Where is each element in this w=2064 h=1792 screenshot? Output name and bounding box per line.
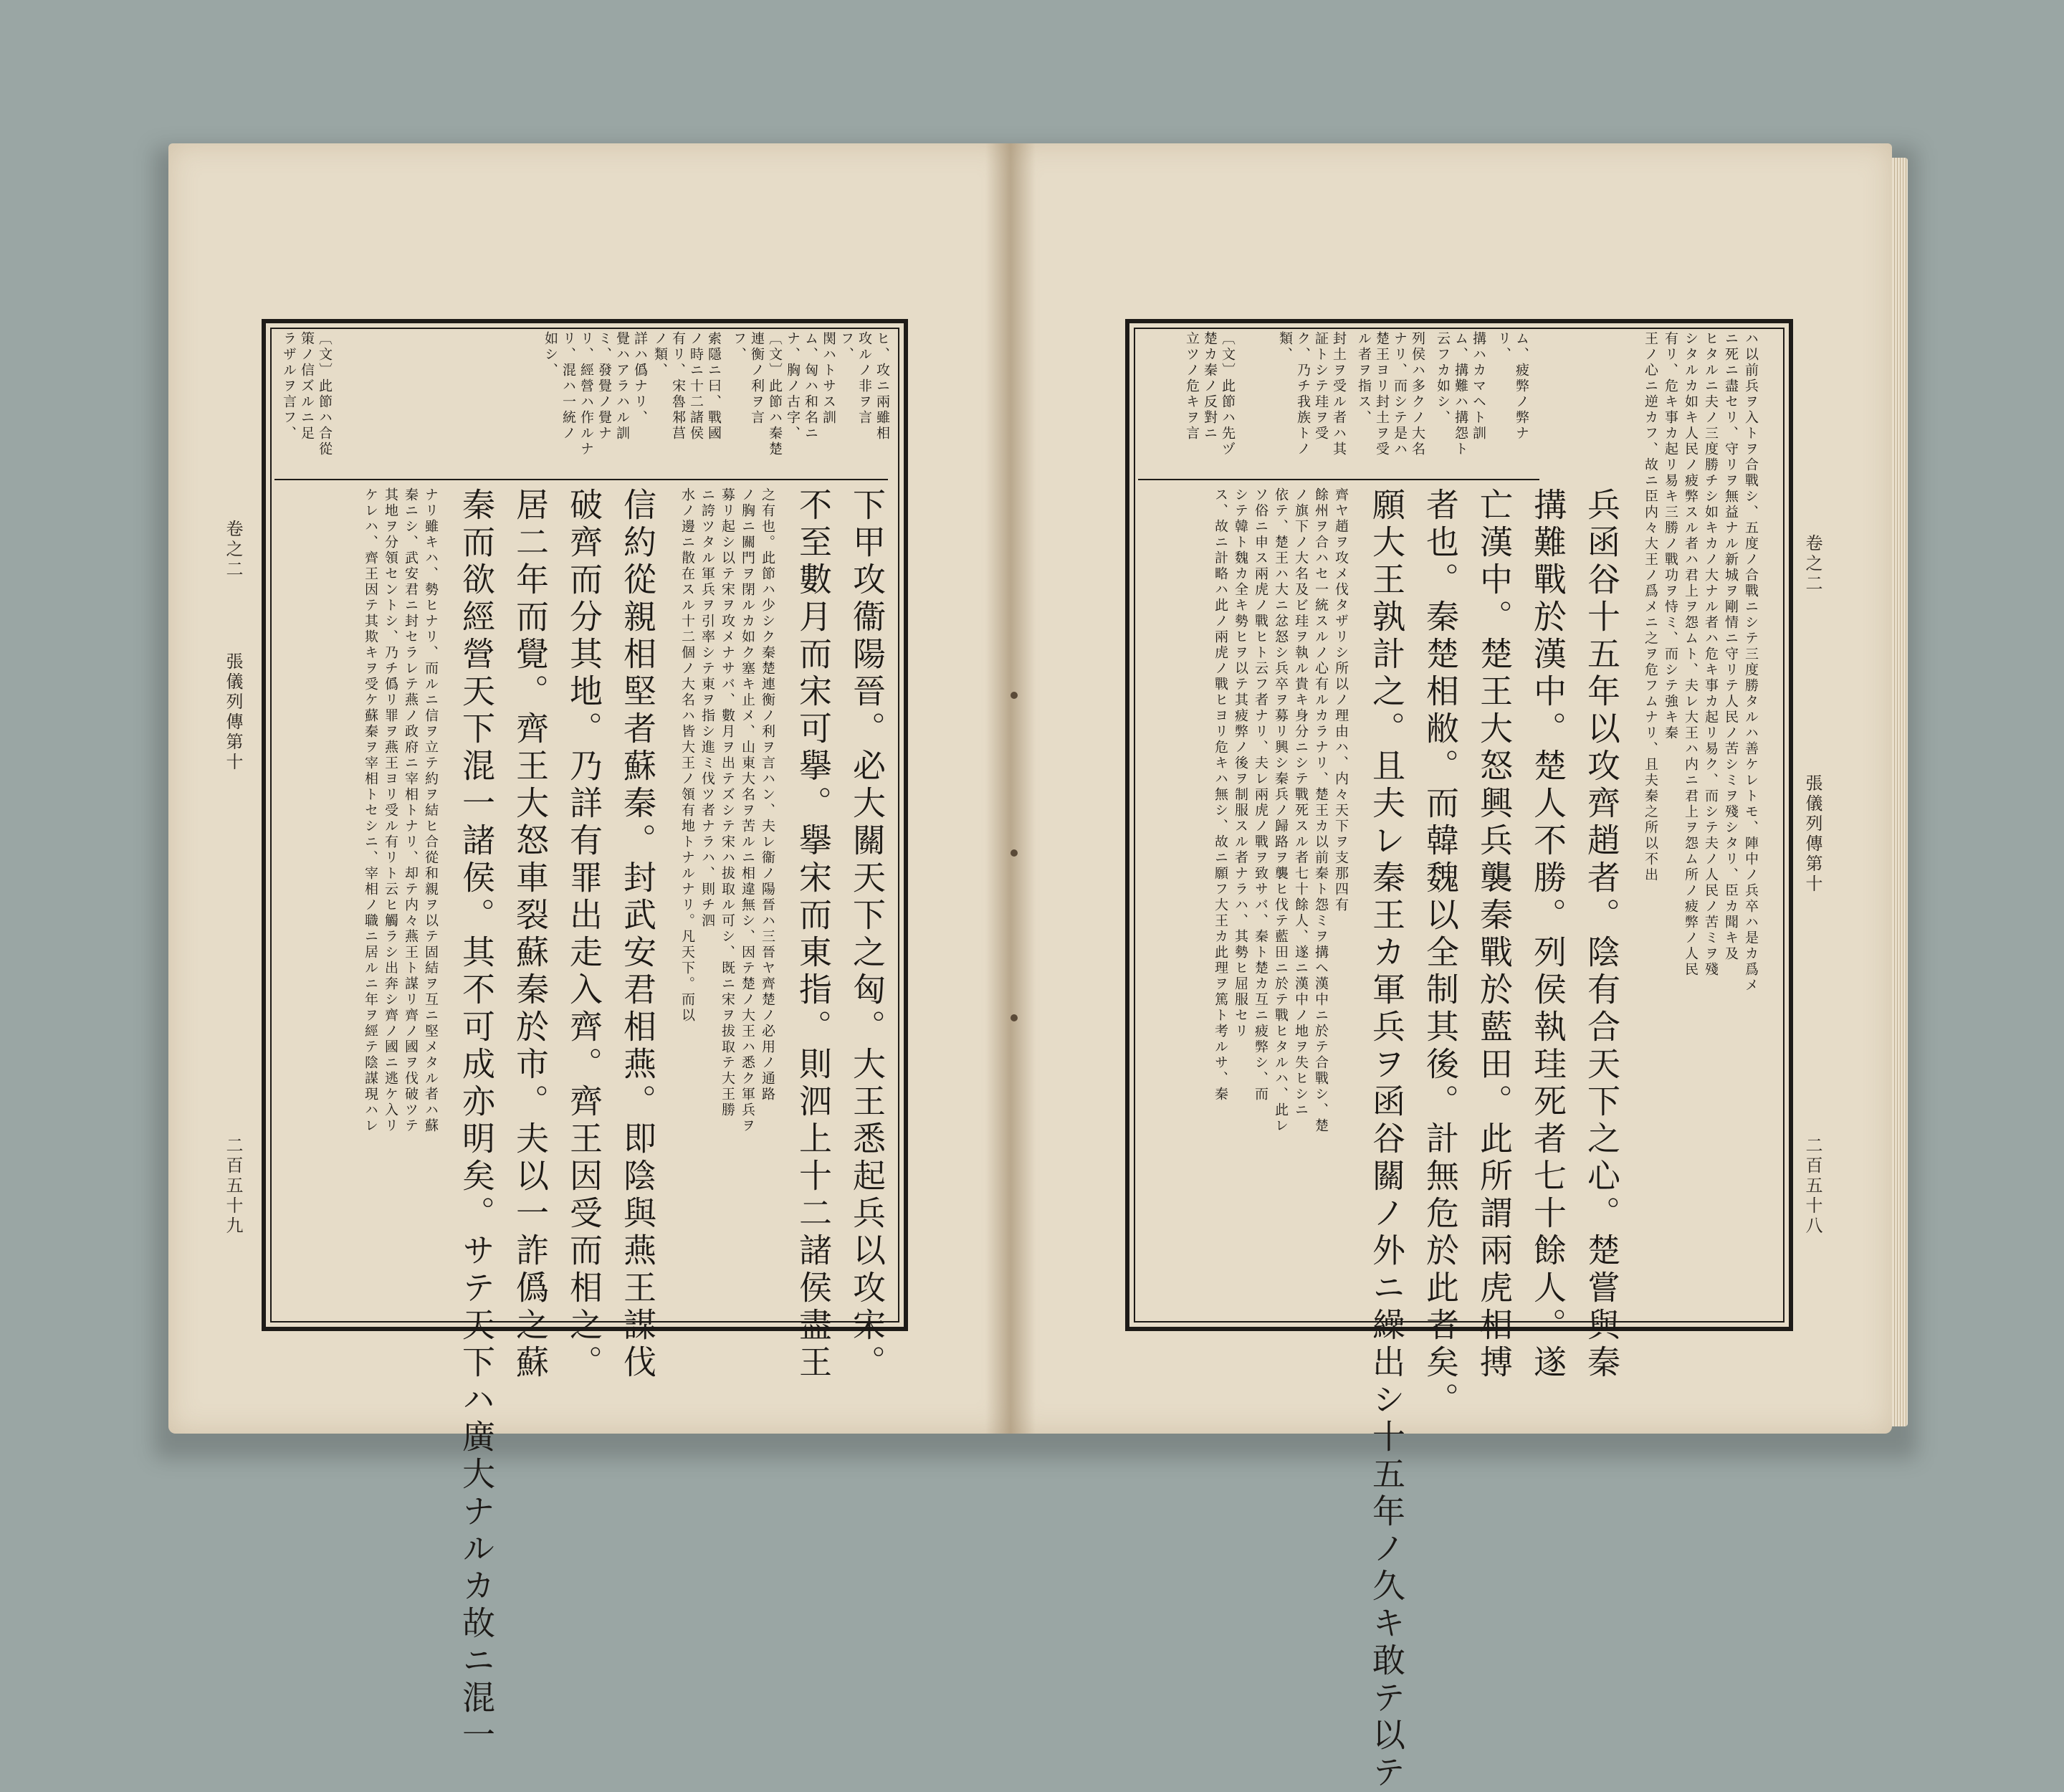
page-edges: [1892, 158, 1908, 1426]
left-note-line: ム、匈ハ和名ニ: [803, 331, 818, 442]
left-note-line: 覺ハアラハル訓: [614, 331, 630, 442]
right-commentary-column: ニ死ニ盡セリ、守リヲ無益ナル新城ヲ剛情ニ守リテ人民ノ苦シミヲ殘シタリ、臣カ聞キ及: [1723, 331, 1739, 962]
left-commentary-column: 其地ヲ分領セントシ、乃チ僞リ罪ヲ燕王ヨリ受ル有リト云ヒ觸ラシ出奔シ齊ノ國ニ逃ケ入リ: [383, 487, 398, 1134]
binding-stitch: [1010, 692, 1018, 699]
left-main-column: 不至數月而宋可擧。擧宋而東指。則泗上十二諸侯盡王: [794, 487, 833, 1382]
left-note-line: フ、: [838, 331, 854, 363]
left-commentary-column: 募リ起シ以テ宋ヲ攻メナサバ、數月ヲ出テズシテ宋ハ拔取ル可シ、既ニ宋ヲ拔取テ大王勝: [720, 487, 735, 1118]
right-note-line: 証トシテ珪ヲ受: [1313, 331, 1329, 442]
left-commentary-column: 水ノ邊ニ散在スル十二個ノ大名ハ皆大王ノ領有地トナルナリ。凡天下。而以: [679, 487, 695, 1024]
right-commentary-column: ノ旗下ノ大名及ビ珪ヲ執ル貴キ身分ニシテ戰死スル者七十餘人、遂ニ漢中ノ地ヲ失ヒシニ: [1293, 487, 1309, 1118]
right-note-line: 封土ヲ受ル者ハ其: [1331, 331, 1347, 457]
left-main-column: 信約從親相堅者蘇秦。封武安君相燕。即陰與燕王謀伐: [618, 487, 657, 1382]
right-note-line: 立ツノ危キヲ言: [1184, 331, 1200, 442]
left-page-number: 二百五十九: [223, 1136, 243, 1236]
right-note-line: 云フカ如シ、: [1435, 331, 1451, 426]
left-note-line: 索隱ニ曰、戰國: [706, 331, 722, 442]
left-main-column: 破齊而分其地。乃詳有罪出走入齊。齊王因受而相之。: [565, 487, 603, 1382]
left-main-column: 秦而欲經營天下混一諸侯。其不可成亦明矣。サテ天下ハ廣大ナルカ故ニ混一: [457, 487, 496, 1755]
left-note-line: 詳ハ僞ナリ、: [632, 331, 648, 426]
right-main-column: 亡漢中。楚王大怒興兵襲秦戰於藍田。此所謂兩虎相搏: [1475, 487, 1514, 1382]
right-note-line: 列侯ハ多クノ大名: [1410, 331, 1425, 457]
left-note-line: 〔文〕此節ハ合從: [317, 331, 333, 457]
right-note-line: 類、: [1277, 331, 1293, 363]
left-main-column: 下甲攻衞陽晉。必大關天下之匈。大王悉起兵以攻宋。: [848, 487, 887, 1382]
right-note-line: 〔文〕此節ハ先ヅ: [1220, 331, 1236, 457]
right-main-column: 者也。秦楚相敝。而韓魏以全制其後。計無危於此者矣。: [1421, 487, 1460, 1419]
left-note-line: 如シ、: [543, 331, 558, 378]
right-commentary-column: シタルカ如キ人民ノ疲弊スル者ハ君上ヲ怨ムト、夫レ大王ハ内ニ君上ヲ怨ム所ノ疲弊ノ人民: [1683, 331, 1698, 978]
right-commentary-column: 餘州ヲ合ハセ一統スルノ心有ルカラナリ、楚王カ以前秦ト怨ミヲ搆ヘ漢中ニ於テ合戰シ、楚: [1313, 487, 1329, 1134]
left-notes-divider: [274, 479, 888, 480]
right-commentary-column: シテ韓ト魏カ全キ勢ヒヲ以テ其疲弊ノ後ヲ制服スル者ナラハ、其勢ヒ屈服セリ: [1233, 487, 1248, 1039]
left-note-line: 有リ、宋魯邾莒: [670, 331, 686, 442]
left-note-line: ナ、胸ノ古字、: [785, 331, 801, 442]
left-note-line: フ、: [731, 331, 747, 363]
left-note-line: 関ハトサス訓: [821, 331, 836, 426]
right-commentary-column: ヒタルニ夫ノ三度勝チシ如キカノ大ナル者ハ危キ事カ起リ易ク、而シテ夫ノ人民ノ苦ミヲ殘: [1703, 331, 1719, 978]
left-note-line: リ、經營ハ作ルナ: [578, 331, 594, 457]
right-commentary-column: ソ俗ニ申ス兩虎ノ戰ヒト云フ者ナリ、夫レ兩虎ノ戰ヲ致サバ、秦ト楚カ互ニ疲弊シ、而: [1253, 487, 1268, 1102]
binding-stitch: [1010, 1014, 1018, 1021]
right-main-column: 願大王孰計之。且夫レ秦王カ軍兵ヲ函谷關ノ外ニ繰出シ十五年ノ久キ敢テ以テ: [1367, 487, 1406, 1792]
right-main-column: 兵函谷十五年以攻齊趙者。陰有合天下之心。楚嘗與秦: [1582, 487, 1621, 1382]
right-page-number: 二百五十八: [1802, 1136, 1822, 1236]
book-gutter: [985, 143, 1036, 1434]
left-title-label: 張儀列傳第十: [223, 652, 243, 773]
left-commentary-column: 之有也。此節ハ少シク秦楚連衡ノ利ヲ言ハン、夫レ衞ノ陽晉ハ三晉ヤ齊楚ノ必用ノ通路: [760, 487, 775, 1102]
right-main-column: 搆難戰於漢中。楚人不勝。列侯執珪死者七十餘人。遂: [1529, 487, 1567, 1382]
right-commentary-column: ス、故ニ計略ハ此ノ兩虎ノ戰ヒヨリ危キハ無シ、故ニ願フ大王カ此理ヲ篤ト考ルサ、秦: [1213, 487, 1228, 1102]
right-title-label: 張儀列傳第十: [1802, 774, 1822, 895]
right-commentary-column: ハ以前兵ヲ入トヲ合戰シ、五度ノ合戰ニシテ三度勝タルハ善ケレトモ、陣中ノ兵卒ハ是カ爲メ: [1743, 331, 1759, 993]
left-main-column: 居二年而覺。齊王大怒車裂蘇秦於市。夫以一詐僞之蘇: [511, 487, 550, 1382]
left-volume-label: 卷之二: [223, 520, 243, 580]
right-commentary-column: 王ノ心ニ逆カフ、故ニ臣内々大王ノ爲メニ之ヲ危フムナリ、且夫秦之所以不出: [1643, 331, 1658, 883]
right-note-line: 楚王ヨリ封土ヲ受: [1374, 331, 1390, 457]
left-note-line: ヒ、攻ニ兩雖相: [874, 331, 890, 442]
left-note-line: 〔文〕此節ハ秦楚: [767, 331, 783, 457]
left-commentary-column: ケレハ、齊王因テ其欺キヲ受ケ蘇秦ヲ宰相トセシニ、宰相ノ職ニ居ルニ年ヲ經テ陰謀現ハレ: [363, 487, 378, 1134]
left-commentary-column: ノ胸ニ關門ヲ閉ルカ如ク塞キ止メ、山東大名ヲ苦ルニ相違無シ、因テ楚ノ大王ハ悉ク軍兵ヲ: [740, 487, 755, 1134]
left-note-line: ミ、發覺ノ覺ナ: [596, 331, 612, 442]
left-note-line: ノ時ニ十二諸侯: [688, 331, 704, 442]
left-commentary-column: ナリ雖キハ、勢ヒナリ、而ルニ信ヲ立テ約ヲ結ヒ合從和親ヲ以テ固結ヲ互ニ堅メタル者ハ蘇: [423, 487, 439, 1134]
left-note-line: 連衡ノ利ヲ言: [749, 331, 765, 426]
right-note-line: リ、: [1496, 331, 1511, 363]
right-note-line: ナリ、而シテ是ハ: [1392, 331, 1408, 457]
right-commentary-column: 齊ヤ趙ヲ攻メ伐タザリシ所以ノ理由ハ、内々天下ヲ支那四有: [1333, 487, 1349, 913]
left-commentary-column: ニ誇ツタル軍兵ヲ引率シテ東ヲ指シ進ミ伐ツ者ナラハ、則チ泗: [699, 487, 715, 929]
left-note-line: リ、混ハ一統ノ: [560, 331, 576, 442]
right-note-line: 搆ハカマヘト訓: [1471, 331, 1486, 442]
right-commentary-column: 有リ、危キ事カ起リ易キ三勝ノ戰功ヲ恃ミ、而シテ強キ秦: [1663, 331, 1678, 741]
right-commentary-column: 依テ、楚王ハ大ニ忿怒シ兵卒ヲ募リ興シ秦兵ノ歸路ヲ襲ヒ伐テ藍田ニ於テ戰ヒタルハ、此レ: [1273, 487, 1289, 1134]
left-note-line: ラザルヲ言フ、: [281, 331, 297, 442]
left-note-line: ノ類、: [652, 331, 668, 378]
left-note-line: 攻ルノ非ヲ言: [856, 331, 872, 426]
right-notes-divider: [1138, 479, 1539, 480]
right-note-line: ム、搆難ハ搆怨ト: [1453, 331, 1468, 457]
right-volume-label: 卷之二: [1802, 534, 1822, 594]
right-note-line: 楚カ秦ノ反對ニ: [1202, 331, 1218, 442]
left-note-line: 策ノ信ズルニ足: [299, 331, 315, 442]
left-commentary-column: 秦ニシ、武安君ニ封セラレテ燕ノ政府ニ宰相トナリ、却テ内々燕王ト謀リ齊ノ國ヲ伐破ツテ: [403, 487, 419, 1134]
right-note-line: ル者ヲ指ス、: [1356, 331, 1372, 426]
right-note-line: ク、乃チ我族トノ: [1295, 331, 1311, 457]
right-note-line: ム、疲弊ノ弊ナ: [1514, 331, 1529, 442]
binding-stitch: [1010, 849, 1018, 857]
